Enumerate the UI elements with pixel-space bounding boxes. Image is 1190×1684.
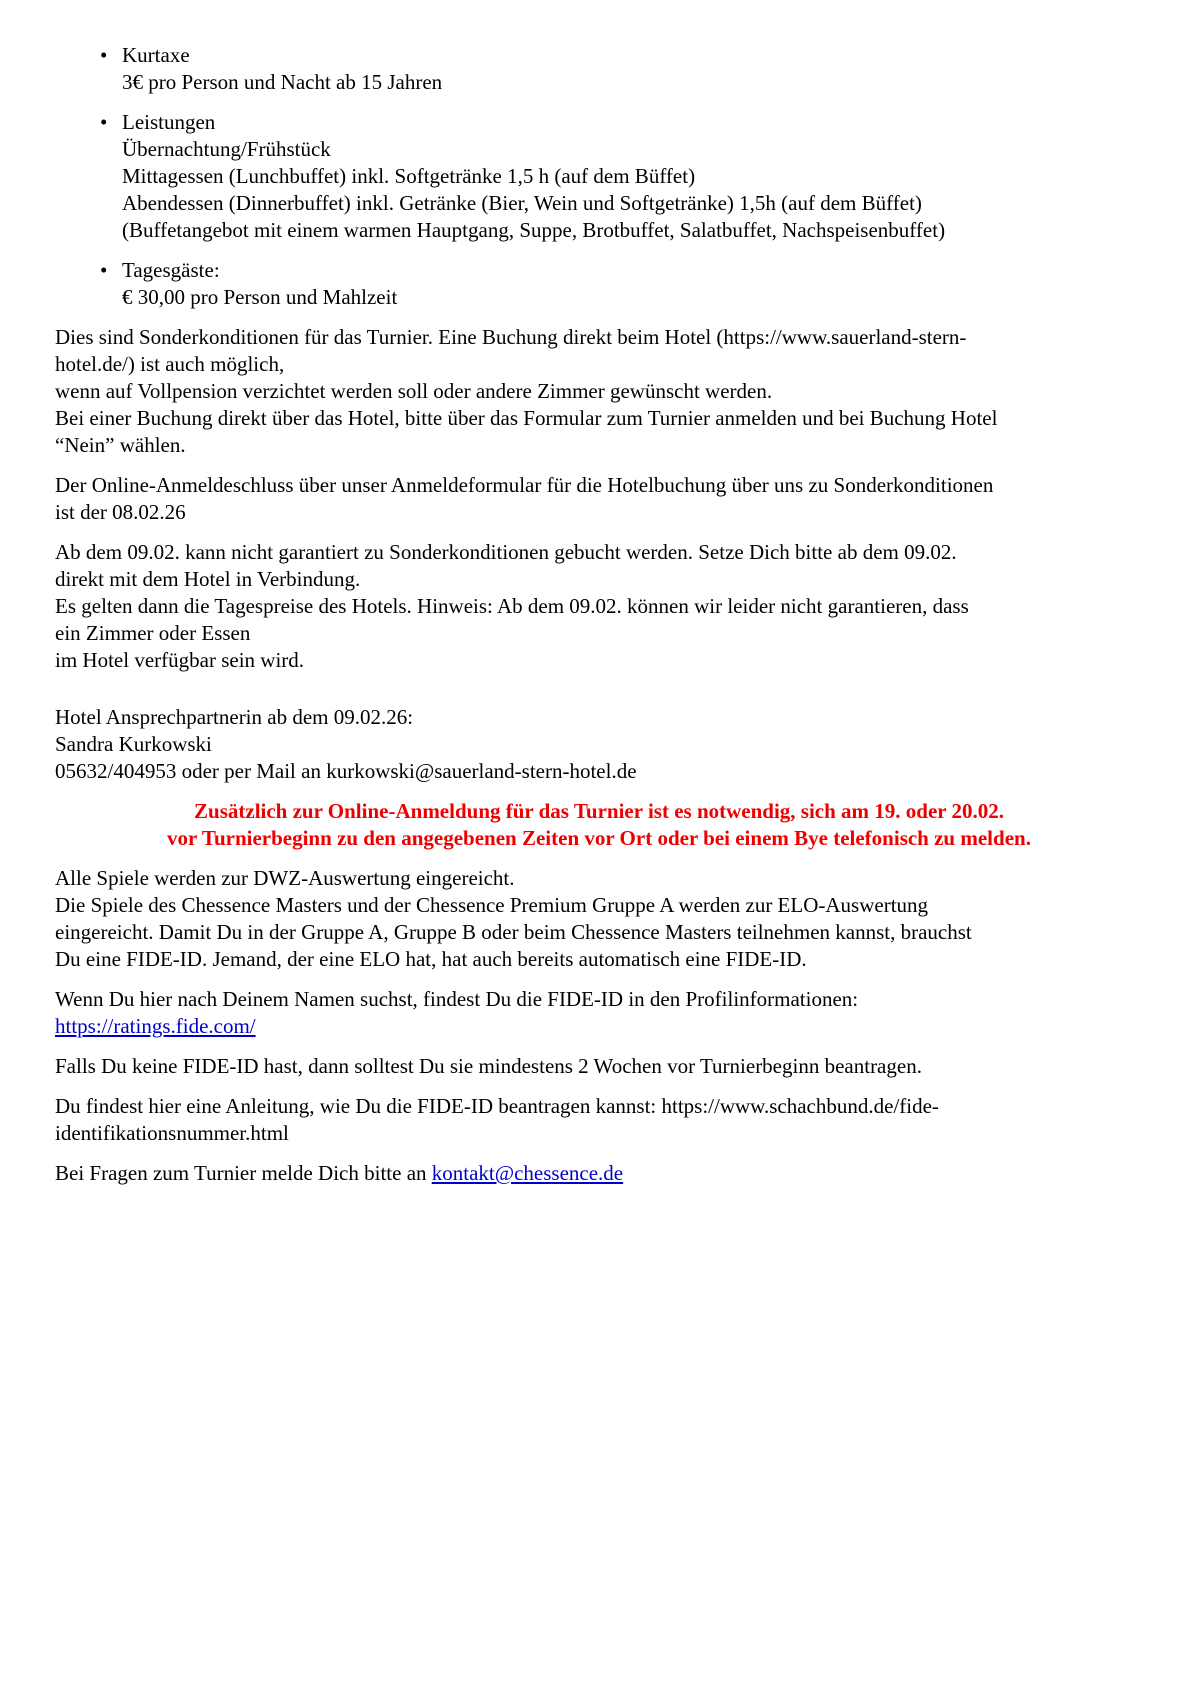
- paragraph: [55, 472, 1143, 526]
- paragraph: [55, 324, 1143, 459]
- text-line: Du eine FIDE-ID. Jemand, der eine ELO hat, hat auch bereits automatisch eine FIDE-ID.: [55, 947, 807, 971]
- text-line: 3€ pro Person und Nacht ab 15 Jahren: [122, 70, 443, 94]
- bullet-icon: •: [100, 258, 108, 282]
- bullet-content: [122, 109, 1143, 244]
- text-line: vor Turnierbeginn zu den angegebenen Zeiten vor Ort oder bei einem Bye telefonisch zu melden.: [167, 826, 1031, 850]
- text-line: im Hotel verfügbar sein wird.: [55, 648, 305, 672]
- text-line: Kurtaxe: [122, 43, 190, 67]
- text-line: Die Spiele des Chessence Masters und der Chessence Premium Gruppe A werden zur ELO-Auswertung: [55, 893, 929, 917]
- paragraph: [55, 865, 1143, 973]
- text-line: Zusätzlich zur Online-Anmeldung für das Turnier ist es notwendig, sich am 19. oder 20.02.: [194, 799, 1004, 823]
- text-line: Bei einer Buchung direkt über das Hotel, bitte über das Formular zum Turnier anmelden und bei Buchung Hotel: [55, 406, 998, 430]
- text-line: 05632/404953 oder per Mail an kurkowski@sauerland-stern-hotel.de: [55, 759, 637, 783]
- bullet-list-item: [55, 257, 1143, 311]
- text-line: “Nein” wählen.: [55, 433, 186, 457]
- text-line: ist der 08.02.26: [55, 500, 186, 524]
- bullet-icon: •: [100, 110, 108, 134]
- text-line: Abendessen (Dinnerbuffet) inkl. Getränke (Bier, Wein und Softgetränke) 1,5h (auf dem Büffet): [122, 191, 922, 215]
- text-line: Sandra Kurkowski: [55, 732, 212, 756]
- blank-line: [55, 687, 1143, 704]
- text-line: direkt mit dem Hotel in Verbindung.: [55, 567, 361, 591]
- contact-text: Bei Fragen zum Turnier melde Dich bitte an: [55, 1161, 432, 1185]
- bullet-list-item: [55, 109, 1143, 244]
- bullet-content: [122, 42, 1143, 96]
- text-line: Ab dem 09.02. kann nicht garantiert zu Sonderkonditionen gebucht werden. Setze Dich bitte ab dem 09.02.: [55, 540, 957, 564]
- paragraph: [55, 1160, 1143, 1187]
- text-line: hotel.de/) ist auch möglich,: [55, 352, 285, 376]
- bullet-icon: •: [100, 43, 108, 67]
- paragraph: [55, 986, 1143, 1040]
- text-line: (Buffetangebot mit einem warmen Hauptgang, Suppe, Brotbuffet, Salatbuffet, Nachspeisenbuffet): [122, 218, 946, 242]
- bullet-content: [122, 257, 1143, 311]
- text-line: Wenn Du hier nach Deinem Namen suchst, findest Du die FIDE-ID in den Profilinformationen:: [55, 987, 859, 1011]
- text-line: Tagesgäste:: [122, 258, 220, 282]
- text-line: Mittagessen (Lunchbuffet) inkl. Softgetränke 1,5 h (auf dem Büffet): [122, 164, 696, 188]
- text-line: identifikationsnummer.html: [55, 1121, 289, 1145]
- text-line: Falls Du keine FIDE-ID hast, dann solltest Du sie mindestens 2 Wochen vor Turnierbeginn beantragen.: [55, 1054, 922, 1078]
- text-line: Du findest hier eine Anleitung, wie Du die FIDE-ID beantragen kannst: https://www.schachbund.de/fide-: [55, 1094, 939, 1118]
- text-line: Leistungen: [122, 110, 216, 134]
- text-line: € 30,00 pro Person und Mahlzeit: [122, 285, 398, 309]
- paragraph: [55, 704, 1143, 785]
- text-line: [55, 1013, 1143, 1040]
- text-line: Alle Spiele werden zur DWZ-Auswertung eingereicht.: [55, 866, 515, 890]
- paragraph: [55, 1053, 1143, 1080]
- text-line: [55, 1160, 1143, 1187]
- text-line: wenn auf Vollpension verzichtet werden soll oder andere Zimmer gewünscht werden.: [55, 379, 773, 403]
- text-line: ein Zimmer oder Essen: [55, 621, 251, 645]
- paragraph: [55, 1093, 1143, 1147]
- text-line: Es gelten dann die Tagespreise des Hotels. Hinweis: Ab dem 09.02. können wir leider nicht garantieren, dass: [55, 594, 969, 618]
- text-line: eingereicht. Damit Du in der Gruppe A, Gruppe B oder beim Chessence Masters teilnehmen kannst, brauchst: [55, 920, 972, 944]
- text-line: Übernachtung/Frühstück: [122, 137, 331, 161]
- text-line: Hotel Ansprechpartnerin ab dem 09.02.26:: [55, 705, 414, 729]
- red-notice: [55, 798, 1143, 852]
- text-line: Der Online-Anmeldeschluss über unser Anmeldeformular für die Hotelbuchung über uns zu Sonderkonditionen: [55, 473, 994, 497]
- contact-email-link[interactable]: kontakt@chessence.de: [431, 1161, 624, 1185]
- paragraph: [55, 539, 1143, 674]
- fide-ratings-link[interactable]: https://ratings.fide.com/: [55, 1014, 256, 1038]
- text-line: Dies sind Sonderkonditionen für das Turnier. Eine Buchung direkt beim Hotel (https://www.sauerland-stern-: [55, 325, 967, 349]
- bullet-list-item: [55, 42, 1143, 96]
